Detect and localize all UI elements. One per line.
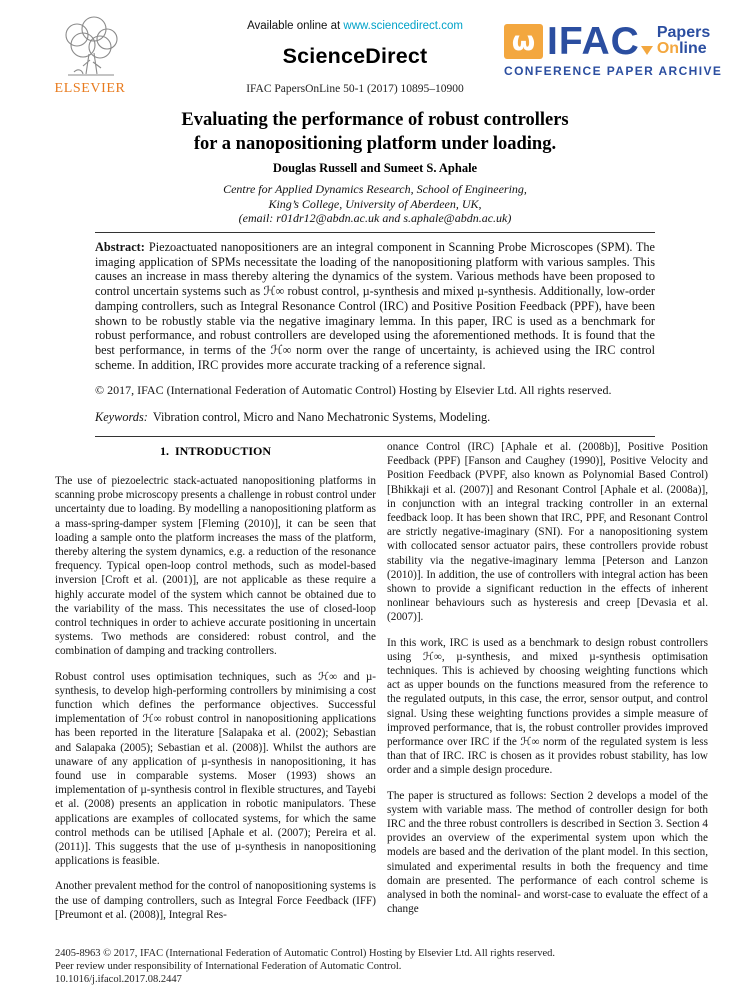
papersonline-on: On: [656, 40, 680, 57]
affiliation-line2: King’s College, University of Aberdeen, UK,: [268, 196, 482, 211]
author-email-link-2[interactable]: s.aphale@abdn.ac.uk: [403, 211, 508, 226]
paper-authors: Douglas Russell and Sumeet S. Aphale: [272, 161, 478, 175]
paper-affiliation: [0, 182, 750, 226]
ifac-bull-icon: ω: [504, 24, 543, 59]
section-heading-introduction: 1. INTRODUCTION: [159, 444, 271, 458]
affiliation-email-line: [0, 211, 750, 226]
ifac-papersonline-logo: [504, 20, 723, 78]
ifac-wordmark: IFAC: [547, 20, 640, 63]
abstract-paragraph: [95, 240, 655, 372]
copyright-notice: © 2017, IFAC (International Federation of Automatic Control) Hosting by Elsevier Ltd. All rights reserved.: [95, 383, 612, 398]
conference-paper-archive-label: CONFERENCE PAPER ARCHIVE: [504, 64, 723, 78]
body-paragraph: The paper is structured as follows: Section 2 develops a model of the system with variable mass. The method of controller design for both IRC and the three robust controllers is described in Section 3. Section 4 provides an overview of the experimental system upon which the models are based and the derivation of the plant model. In this section, simulated and experimental results in both the frequency and time domain are presented. The performance of each control scheme is analysed in both the nominal- and worst-case to evaluate the effect of a change: [387, 789, 708, 916]
papersonline-wordmark: [657, 25, 710, 57]
elsevier-tree-icon: [40, 16, 140, 80]
email-suffix: ): [507, 211, 512, 226]
papersonline-papers: Papers: [656, 24, 711, 41]
paper-title-line2: for a nanopositioning platform under loading.: [193, 134, 557, 154]
email-separator: and: [379, 211, 404, 226]
elsevier-logo: [40, 16, 140, 97]
body-column-left: [55, 444, 376, 922]
footer-doi-link[interactable]: 10.1016/j.ifacol.2017.08.2447: [55, 974, 182, 986]
available-online-text: [155, 20, 555, 32]
sciencedirect-header: [155, 20, 555, 95]
affiliation-line1: Centre for Applied Dynamics Research, School of Engineering,: [223, 182, 527, 196]
available-online-prefix: Available online at: [247, 20, 344, 32]
abstract-text: Piezoactuated nanopositioners are an integral component in Scanning Probe Microscopes (SPM). The imaging application of SPMs necessitate the loading of the nanopositioning platform with various samples. This causes an increase in mass thereby altering the dynamics of the system. Various methods have been proposed to control uncertain systems such as ℋ∞ robust control, µ-synthesis and mixed µ-synthesis. Additionally, low-order damping controllers, such as Integral Resonance Control (IRC) and Positive Position Feedback (PPF), have been shown to be robustly stable via the negative imaginary lemma. In this paper, IRC is used as a benchmark for robust performance, and robust controllers are developed using the aforementioned methods. It is found that the best performance, in terms of the ℋ∞ norm over the range of uncertainty, is achieved using the IRC control scheme. In addition, IRC provides more accurate tracking of a reference signal.: [95, 240, 655, 372]
body-paragraph: onance Control (IRC) [Aphale et al. (2008b)], Positive Position Feedback (PPF) [Fanson and Caughey (1990)], Positive Velocity and Position Feedback (PVPF, also known as Polynomial Based Control) [Bhikkaji et al. (2007)] and Resonant Control [Aphale et al. (2008a)], in conjunction with an integral tracking controller in an external feedback loop. It has been shown that IRC, PPF, and Resonant Control are strictly negative-imaginary (SNI). For a nanopositioning system with collocated sensor actuator pairs, these controllers provide robust stability via the negative-imaginary lemma [Peterson and Lanzon (2010)]. In addition, the use of controllers with integral action has been shown to provide a significant reduction in the effects of inherent nonlinear behaviours such as hysteresis and creep [Devasia et al. (2007)].: [387, 441, 708, 624]
abstract-section: [95, 232, 655, 437]
body-column-right: [387, 440, 708, 917]
keywords-line: [95, 410, 655, 425]
page-footer: [55, 947, 555, 987]
email-prefix: (email:: [238, 211, 277, 226]
sciencedirect-wordmark: ScienceDirect: [282, 44, 428, 68]
papersonline-line: line: [679, 40, 707, 57]
body-paragraph: Another prevalent method for the control of nanopositioning systems is the use of damping controllers, such as Integral Force Feedback (IFF) [Preumont et al. (2008)], Integral Res-: [55, 880, 376, 921]
journal-citation: IFAC PapersOnLine 50-1 (2017) 10895–10900: [246, 83, 464, 95]
ifac-triangle-icon: [641, 46, 653, 55]
footer-peer-review-line: Peer review under responsibility of International Federation of Automatic Control.: [55, 961, 402, 973]
elsevier-wordmark: ELSEVIER: [54, 81, 126, 96]
sciencedirect-link[interactable]: www.sciencedirect.com: [343, 20, 463, 32]
body-paragraph: The use of piezoelectric stack-actuated nanopositioning platforms in scanning probe microscopy presents a challenge in robust control under uncertainty due to loading. By modelling a nanopositioning platform as a mass-spring-damper system [Fleming (2010)], it can be seen that loading a sample onto the platform increases the mass of the platform, thereby altering the system dynamics, e.g. a reduction of the resonance frequency. Typical open-loop control methods, such as model-based inversion [Croft et al. (2001)], are not applicable as these require a highly accurate model of the system which cannot be obtained due to the variability of the mass. This necessitates the use of closed-loop control techniques in order to achieve accurate positioning in uncertain systems. Two methods are considered: robust control, and the combination of damping and tracking controllers.: [55, 475, 376, 658]
papersonline-online: [657, 41, 710, 57]
keywords-text: Vibration control, Micro and Nano Mechatronic Systems, Modeling.: [152, 410, 491, 425]
paper-title-line1: Evaluating the performance of robust controllers: [181, 110, 569, 130]
footer-issn-line: 2405-8963 © 2017, IFAC (International Federation of Automatic Control) Hosting by Elsevier Ltd. All rights reserved.: [55, 948, 556, 959]
body-paragraph: In this work, IRC is used as a benchmark to design robust controllers using ℋ∞, µ-synthesis, and mixed µ-synthesis optimisation techniques. This is achieved by choosing weighting functions which act as upper bounds on the functions measured from the reference to the regulated outputs, in this case, the error, sensor output, and control signal. Using these weighting functions provides a simple measure of improved performance, that is, the robust controller provides improved performance over IRC if the ℋ∞ norm of the regulated system is less than that of IRC. IRC is chosen as it provides robust stability, has low order and a simple design procedure.: [387, 636, 708, 777]
body-paragraph: Robust control uses optimisation techniques, such as ℋ∞ and µ-synthesis, to develop high-performing controllers by minimising a cost function which defines the performance objectives. Successful implementation of ℋ∞ robust control in nanopositioning applications has been reported in the literature [Salapaka et al. (2002); Sebastian and Salapaka (2005); Sebastian et al. (2008)]. Whilst the authors are unaware of any application of µ-synthesis in nanopositioning, it has found use in comparable systems. Moser (1993) shows an implementation of µ-synthesis control in flexible structures, and Tayebi et al. (2008) presents an application in robotic manipulators. These applications are examples of collocated systems, for which the same control methods can be utilised [Aphale et al. (2007); Pereira et al. (2011)]. This suggests that the use of µ-synthesis in nanopositioning applications is feasible.: [55, 670, 376, 868]
paper-title: [0, 108, 750, 156]
author-email-link-1[interactable]: r01dr12@abdn.ac.uk: [276, 211, 380, 226]
abstract-label: Abstract:: [95, 240, 145, 254]
keywords-label: Keywords:: [95, 410, 148, 425]
